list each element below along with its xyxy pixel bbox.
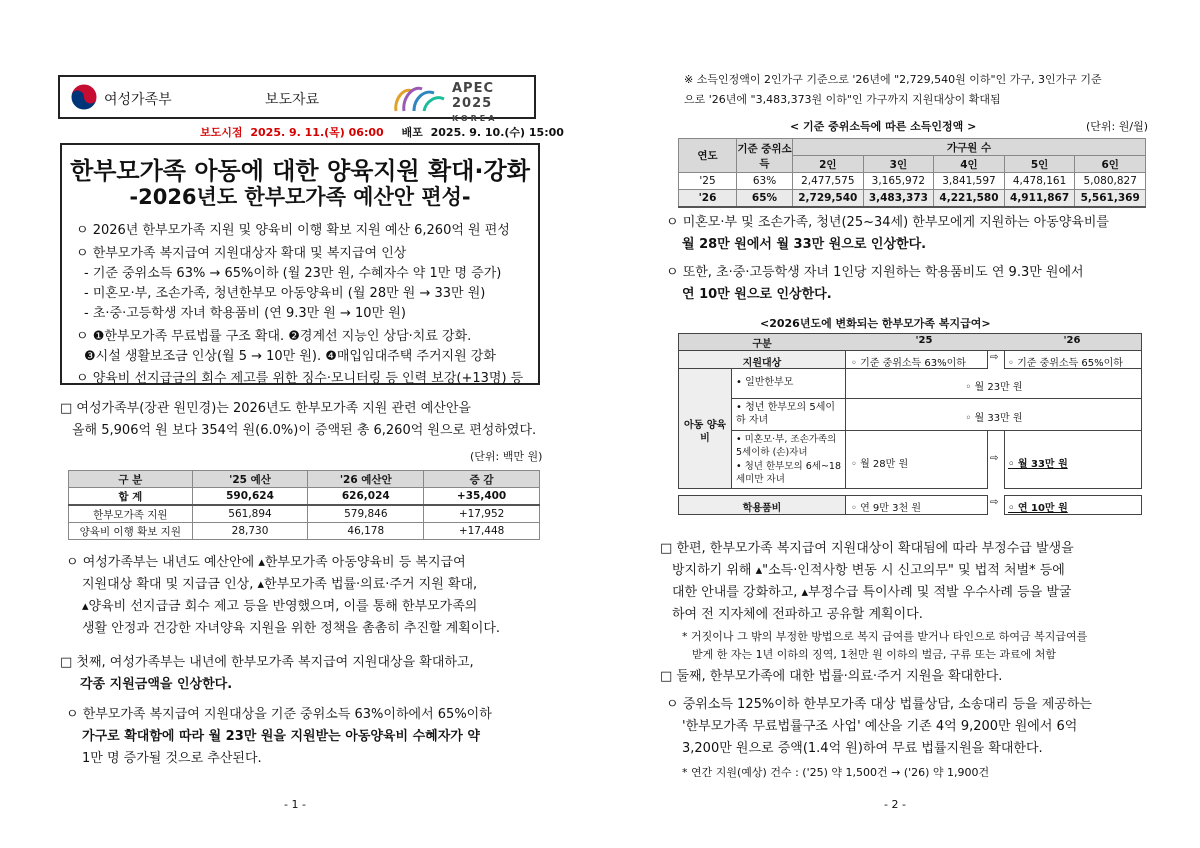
paragraph-a xyxy=(66,552,500,640)
budget-table xyxy=(68,470,540,540)
target-label: 지원대상 xyxy=(742,358,782,369)
table-cell: +17,952 xyxy=(424,505,540,523)
summary-line: ㅇ 2026년 한부모가족 지원 및 양육비 이행 확보 지원 예산 6,260억 원 편성 xyxy=(76,223,510,238)
target-26: ◦ 기준 중위소득 65%이하 xyxy=(1008,358,1123,369)
child-label: 아동 양육비 xyxy=(683,420,727,444)
ministry-logo-icon xyxy=(70,83,98,111)
table-cell: 626,024 xyxy=(308,488,424,506)
para-line: 지원대상 확대 및 지급금 인상, ▴한부모가족 법률·의료·주거 지원 확대, xyxy=(82,577,478,592)
para-line: 월 28만 원에서 월 33만 원으로 인상한다. xyxy=(682,237,927,252)
paragraph-e xyxy=(666,262,1084,306)
table-header-cell: 4인 xyxy=(934,156,1005,173)
table-header-row xyxy=(679,139,1146,156)
table-header-cell: 가구원 수 xyxy=(793,139,1146,156)
youth6-label: • 청년 한부모의 6세~18세미만 자녀 xyxy=(736,461,841,485)
para-line: ▴양육비 선지급금 회수 제고 등을 반영했으며, 이를 통해 한부모가족의 xyxy=(82,599,478,614)
summary-line: ❸시설 생활보조금 인상(월 5 → 10만 원). ❹매입임대주택 주거지원 강화 xyxy=(84,349,496,364)
table-cell: '25 xyxy=(679,173,737,190)
table-cell: 5,561,369 xyxy=(1075,190,1146,208)
summary-line: - 미혼모·부, 조손가족, 청년한부모 아동양육비 (월 28만 원 → 33만 원) xyxy=(84,286,486,301)
table-row xyxy=(69,523,540,540)
note-f xyxy=(682,628,1087,664)
table-cell: 579,846 xyxy=(308,505,424,523)
apec-logo-icon xyxy=(390,81,450,115)
table-header-cell: 6인 xyxy=(1075,156,1146,173)
income-note xyxy=(684,70,1102,110)
table-header-cell: 기준 중위소득 xyxy=(737,139,793,173)
table-cell: 2,729,540 xyxy=(793,190,864,208)
para-line: 연 10만 원으로 인상한다. xyxy=(682,287,832,302)
table-cell: 양육비 이행 확보 지원 xyxy=(69,523,193,540)
table-header-cell: 증 감 xyxy=(424,471,540,488)
summary-line: ㅇ 한부모가족 복지급여 지원대상자 확대 및 복지급여 인상 xyxy=(76,246,407,261)
embargo-time: 2025. 9. 11.(목) 06:00 xyxy=(250,126,384,139)
table-header-cell: 연도 xyxy=(679,139,737,173)
table-cell: 28,730 xyxy=(192,523,308,540)
table-header-cell: 3인 xyxy=(863,156,934,173)
arrow-right-icon: ⇨ xyxy=(990,497,999,508)
summary-line: ㅇ ❶한부모가족 무료법률 구조 확대. ❷경계선 지능인 상담·치료 강화. xyxy=(76,329,472,344)
general-value: ◦ 월 23만 원 xyxy=(965,382,1023,393)
school-25: ◦ 연 9만 3천 원 xyxy=(851,503,921,514)
note-line: 으로 '26년에 "3,483,373원 이하"인 가구까지 지원대상이 확대됨 xyxy=(684,93,1001,106)
table-cell: +35,400 xyxy=(424,488,540,506)
arrow-right-icon: ⇨ xyxy=(990,352,999,363)
paragraph-d xyxy=(666,212,1109,256)
target-25: ◦ 기준 중위소득 63%이하 xyxy=(851,358,966,369)
para-line: '한부모가족 무료법률구조 사업' 예산을 기존 4억 9,200만 원에서 6억 xyxy=(682,719,1078,734)
para-line: ㅇ 여성가족부는 내년도 예산안에 ▴한부모가족 아동양육비 등 복지급여 xyxy=(66,555,466,570)
table-cell: 4,221,580 xyxy=(934,190,1005,208)
school-label: 학용품비 xyxy=(742,503,782,514)
org-name: 여성가족부 xyxy=(104,92,172,108)
page-number: - 1 - xyxy=(284,798,306,811)
summary-line: - 기준 중위소득 63% → 65%이하 (월 23만 원, 수혜자수 약 1만 명 증가) xyxy=(84,266,502,281)
press-header xyxy=(58,75,536,123)
paragraph-c xyxy=(66,704,492,770)
title-box xyxy=(60,143,540,385)
income-table xyxy=(678,138,1146,208)
summary-line: - 초·중·고등학생 자녀 학용품비 (연 9.3만 원 → 10만 원) xyxy=(84,306,406,321)
table-cell: 3,165,972 xyxy=(863,173,934,190)
para-line: 생활 안정과 건강한 자녀양육 지원을 위한 정책을 촘촘히 추진할 계획이다. xyxy=(82,621,501,636)
apec-sub: KOREA xyxy=(452,114,498,123)
change-table-title: <2026년도에 변화되는 한부모가족 복지급여> xyxy=(760,317,991,330)
table-cell: 4,911,867 xyxy=(1004,190,1075,208)
table-cell: 2,477,575 xyxy=(793,173,864,190)
table-cell: 561,894 xyxy=(192,505,308,523)
table-header-cell: 5인 xyxy=(1004,156,1075,173)
table-cell: 합 계 xyxy=(69,488,193,506)
para-line: 방지하기 위해 ▴"소득·인적사항 변동 시 신고의무" 및 법적 처벌* 등에 xyxy=(672,563,1065,578)
table-cell: 3,483,373 xyxy=(863,190,934,208)
distribution-label: 배포 xyxy=(401,126,423,139)
unwed-26: ◦ 월 33만 원 xyxy=(1008,459,1068,470)
para-line: ㅇ 한부모가족 복지급여 지원대상을 기준 중위소득 63%이하에서 65%이하 xyxy=(66,707,492,722)
table-header-cell: '26 예산안 xyxy=(308,471,424,488)
table-row xyxy=(679,173,1146,190)
change-header-cell: '26 xyxy=(1063,335,1081,346)
table-header-cell: 2인 xyxy=(793,156,864,173)
unwed-label: • 미혼모·부, 조손가족의 5세이하 (손)자녀 xyxy=(736,434,837,458)
arrow-right-icon: ⇨ xyxy=(990,453,999,464)
table-cell: 한부모가족 지원 xyxy=(69,505,193,523)
table-cell: 5,080,827 xyxy=(1075,173,1146,190)
school-26: ◦ 연 10만 원 xyxy=(1008,503,1068,514)
para-line: ㅇ 중위소득 125%이하 한부모가족 대상 법률상담, 소송대리 등을 제공하는 xyxy=(666,697,1092,712)
para-line: 1만 명 증가될 것으로 추산된다. xyxy=(82,751,262,766)
table-header-cell: 구 분 xyxy=(69,471,193,488)
note-line: ※ 소득인정액이 2인가구 기준으로 '26년에 "2,729,540원 이하"인 가구, 3인가구 기준 xyxy=(684,73,1102,86)
para-line: □ 첫째, 여성가족부는 내년에 한부모가족 복지급여 지원대상을 확대하고, xyxy=(60,655,474,670)
paragraph-g: □ 둘째, 한부모가족에 대한 법률·의료·주거 지원을 확대한다. xyxy=(660,669,1003,684)
paragraph-f xyxy=(660,538,1074,626)
para-line: ㅇ 미혼모·부 및 조손가족, 청년(25~34세) 한부모에게 지원하는 아동양육비를 xyxy=(666,215,1109,230)
intro-paragraph xyxy=(60,398,536,442)
note-line: * 거짓이나 그 밖의 부정한 방법으로 복지 급여를 받거나 타인으로 하여금 복지급여를 xyxy=(682,630,1088,643)
page-number: - 2 - xyxy=(884,798,906,811)
note-line: 받게 한 자는 1년 이하의 징역, 1천만 원 이하의 벌금, 구류 또는 과료에 처함 xyxy=(692,648,1056,661)
summary-line: ㅇ 양육비 선지급금의 회수 제고를 위한 징수·모니터링 등 인력 보강(+13명) 등 xyxy=(76,371,524,386)
page-subtitle: -2026년도 한부모가족 예산안 편성- xyxy=(129,185,471,209)
release-info xyxy=(200,124,568,140)
income-table-title: < 기준 중위소득에 따른 소득인정액 > xyxy=(790,120,977,133)
youth-value: ◦ 월 33만 원 xyxy=(965,413,1023,424)
table-cell: 590,624 xyxy=(192,488,308,506)
table-cell: '26 xyxy=(679,190,737,208)
change-header-cell: 구분 xyxy=(752,339,772,350)
table-cell: 46,178 xyxy=(308,523,424,540)
table-row xyxy=(69,505,540,523)
distribution-time: 2025. 9. 10.(수) 15:00 xyxy=(430,126,564,139)
intro-line: 올해 5,906억 원 보다 354억 원(6.0%)이 증액된 총 6,260억 원으로 편성하였다. xyxy=(72,423,537,438)
table-header-row xyxy=(69,471,540,488)
table-cell: 63% xyxy=(737,173,793,190)
budget-unit-note: (단위: 백만 원) xyxy=(470,450,543,463)
table-cell: 65% xyxy=(737,190,793,208)
change-header-cell: '25 xyxy=(915,335,933,346)
para-line: 대한 안내를 강화하고, ▴부정수급 특이사례 및 적발 우수사례 등을 발굴 xyxy=(672,585,1072,600)
table-cell: +17,448 xyxy=(424,523,540,540)
table-cell: 3,841,597 xyxy=(934,173,1005,190)
table-row xyxy=(69,488,540,506)
para-line: □ 한편, 한부모가족 복지급여 지원대상이 확대됨에 따라 부정수급 발생을 xyxy=(660,541,1074,556)
para-line: 하여 전 지자체에 전파하고 공유할 계획이다. xyxy=(672,607,923,622)
intro-line: □ 여성가족부(장관 원민경)는 2026년도 한부모가족 지원 관련 예산안을 xyxy=(60,401,471,416)
page-2 xyxy=(600,0,1200,848)
table-row xyxy=(679,190,1146,208)
para-line: 가구로 확대함에 따라 월 23만 원을 지원받는 아동양육비 수혜자가 약 xyxy=(82,729,480,744)
change-table xyxy=(678,333,1142,519)
para-line: 각종 지원금액을 인상한다. xyxy=(80,677,233,692)
apec-title: APEC 2025 KOREA xyxy=(452,81,534,126)
doc-kind: 보도자료 xyxy=(265,92,320,108)
paragraph-h xyxy=(666,694,1092,760)
income-unit-note: (단위: 원/월) xyxy=(1086,120,1148,133)
para-line: ㅇ 또한, 초·중·고등학생 자녀 1인당 지원하는 학용품비도 연 9.3만 원에서 xyxy=(666,265,1084,280)
note-h: * 연간 지원(예상) 건수 : ('25) 약 1,500건 → ('26) 약 1,900건 xyxy=(682,766,990,779)
table-header-cell: '25 예산 xyxy=(192,471,308,488)
paragraph-b xyxy=(60,652,474,696)
general-label: • 일반한부모 xyxy=(736,377,794,388)
youth-label: • 청년 한부모의 5세이하 자녀 xyxy=(736,402,836,426)
page-title: 한부모가족 아동에 대한 양육지원 확대·강화 xyxy=(70,157,530,185)
para-line: 3,200만 원으로 증액(1.4억 원)하여 무료 법률지원을 확대한다. xyxy=(682,741,1043,756)
embargo-label: 보도시점 xyxy=(200,126,243,139)
table-cell: 4,478,161 xyxy=(1004,173,1075,190)
unwed-25: ◦ 월 28만 원 xyxy=(851,459,909,470)
